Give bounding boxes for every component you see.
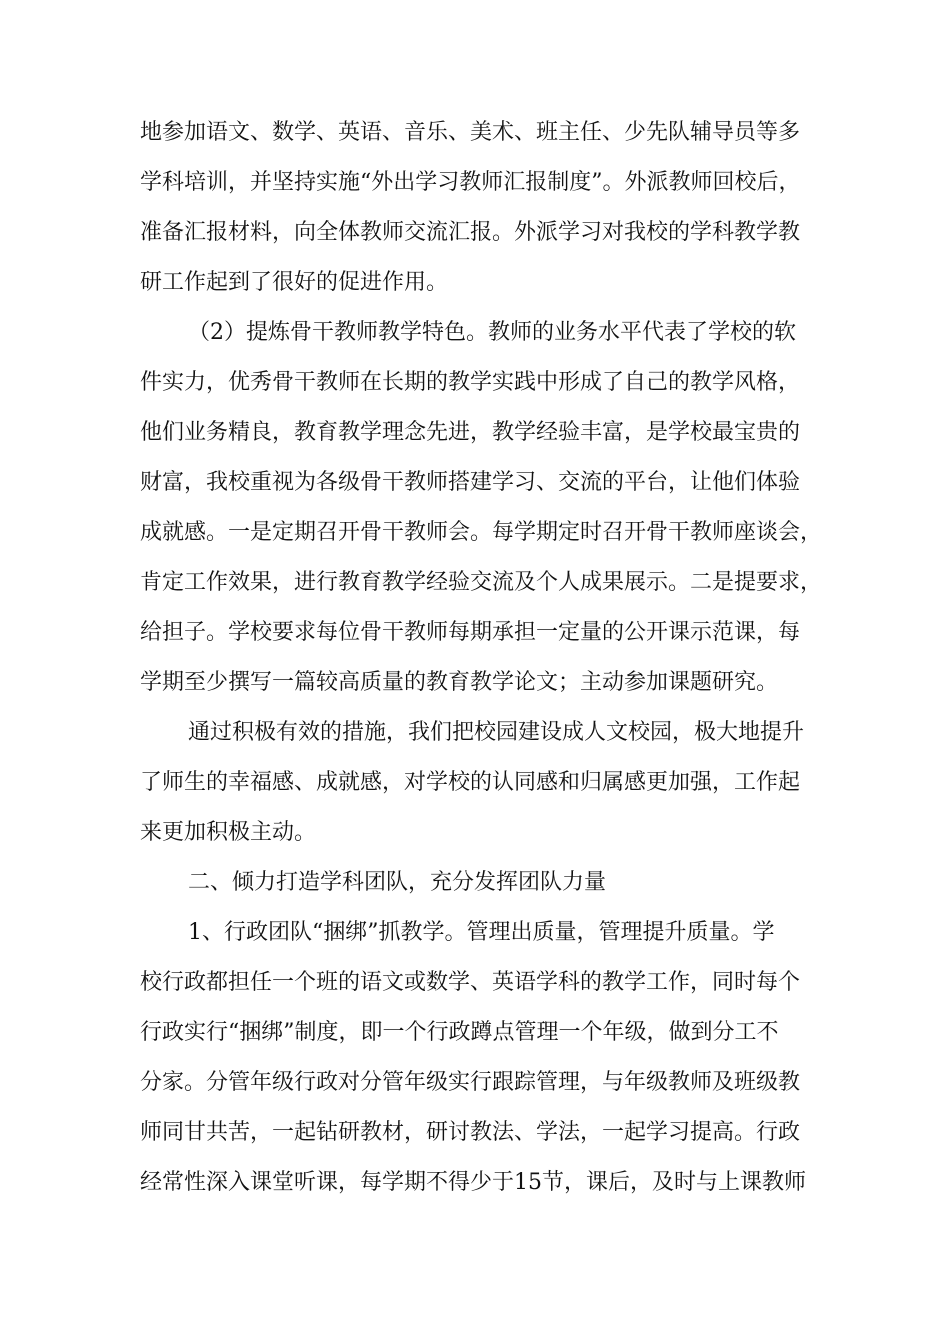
text-line: 经常性深入课堂听课，每学期不得少于15节，课后，及时与上课教师 (140, 1170, 806, 1195)
text-line: 了师生的幸福感、成就感，对学校的认同感和归属感更加强，工作起 (140, 770, 801, 795)
text-line: 准备汇报材料，向全体教师交流汇报。外派学习对我校的学科教学教 (140, 220, 801, 245)
text-line: 地参加语文、数学、英语、音乐、美术、班主任、少先队辅导员等多 (140, 120, 801, 145)
text-line: 学科培训，并坚持实施“外出学习教师汇报制度”。外派教师回校后， (140, 170, 801, 195)
text-line: 他们业务精良，教育教学理念先进，教学经验丰富，是学校最宝贵的 (140, 420, 801, 445)
paragraph-start-line: 1、行政团队“捆绑”抓教学。管理出质量，管理提升质量。学 (188, 920, 775, 945)
text-line: 财富，我校重视为各级骨干教师搭建学习、交流的平台，让他们体验 (140, 470, 801, 495)
paragraph-start-line: 通过积极有效的措施，我们把校园建设成人文校园，极大地提升 (188, 720, 805, 745)
text-line: 成就感。一是定期召开骨干教师会。每学期定时召开骨干教师座谈会， (140, 520, 823, 545)
text-line: 来更加积极主动。 (140, 820, 317, 845)
text-line: 肯定工作效果，进行教育教学经验交流及个人成果展示。二是提要求， (140, 570, 823, 595)
text-line: 校行政都担任一个班的语文或数学、英语学科的教学工作，同时每个 (140, 970, 801, 995)
paragraph-start-line: （2）提炼骨干教师教学特色。教师的业务水平代表了学校的软 (188, 320, 796, 345)
text-line: 研工作起到了很好的促进作用。 (140, 270, 449, 295)
section-heading: 二、倾力打造学科团队，充分发挥团队力量 (188, 870, 607, 895)
text-line: 分家。分管年级行政对分管年级实行跟踪管理，与年级教师及班级教 (140, 1070, 801, 1095)
text-line: 行政实行“捆绑”制度，即一个行政蹲点管理一个年级，做到分工不 (140, 1020, 779, 1045)
text-line: 师同甘共苦，一起钻研教材，研讨教法、学法，一起学习提高。行政 (140, 1120, 801, 1145)
text-line: 学期至少撰写一篇较高质量的教育教学论文；主动参加课题研究。 (140, 670, 779, 695)
text-line: 给担子。学校要求每位骨干教师每期承担一定量的公开课示范课，每 (140, 620, 801, 645)
text-line: 件实力，优秀骨干教师在长期的教学实践中形成了自己的教学风格， (140, 370, 801, 395)
